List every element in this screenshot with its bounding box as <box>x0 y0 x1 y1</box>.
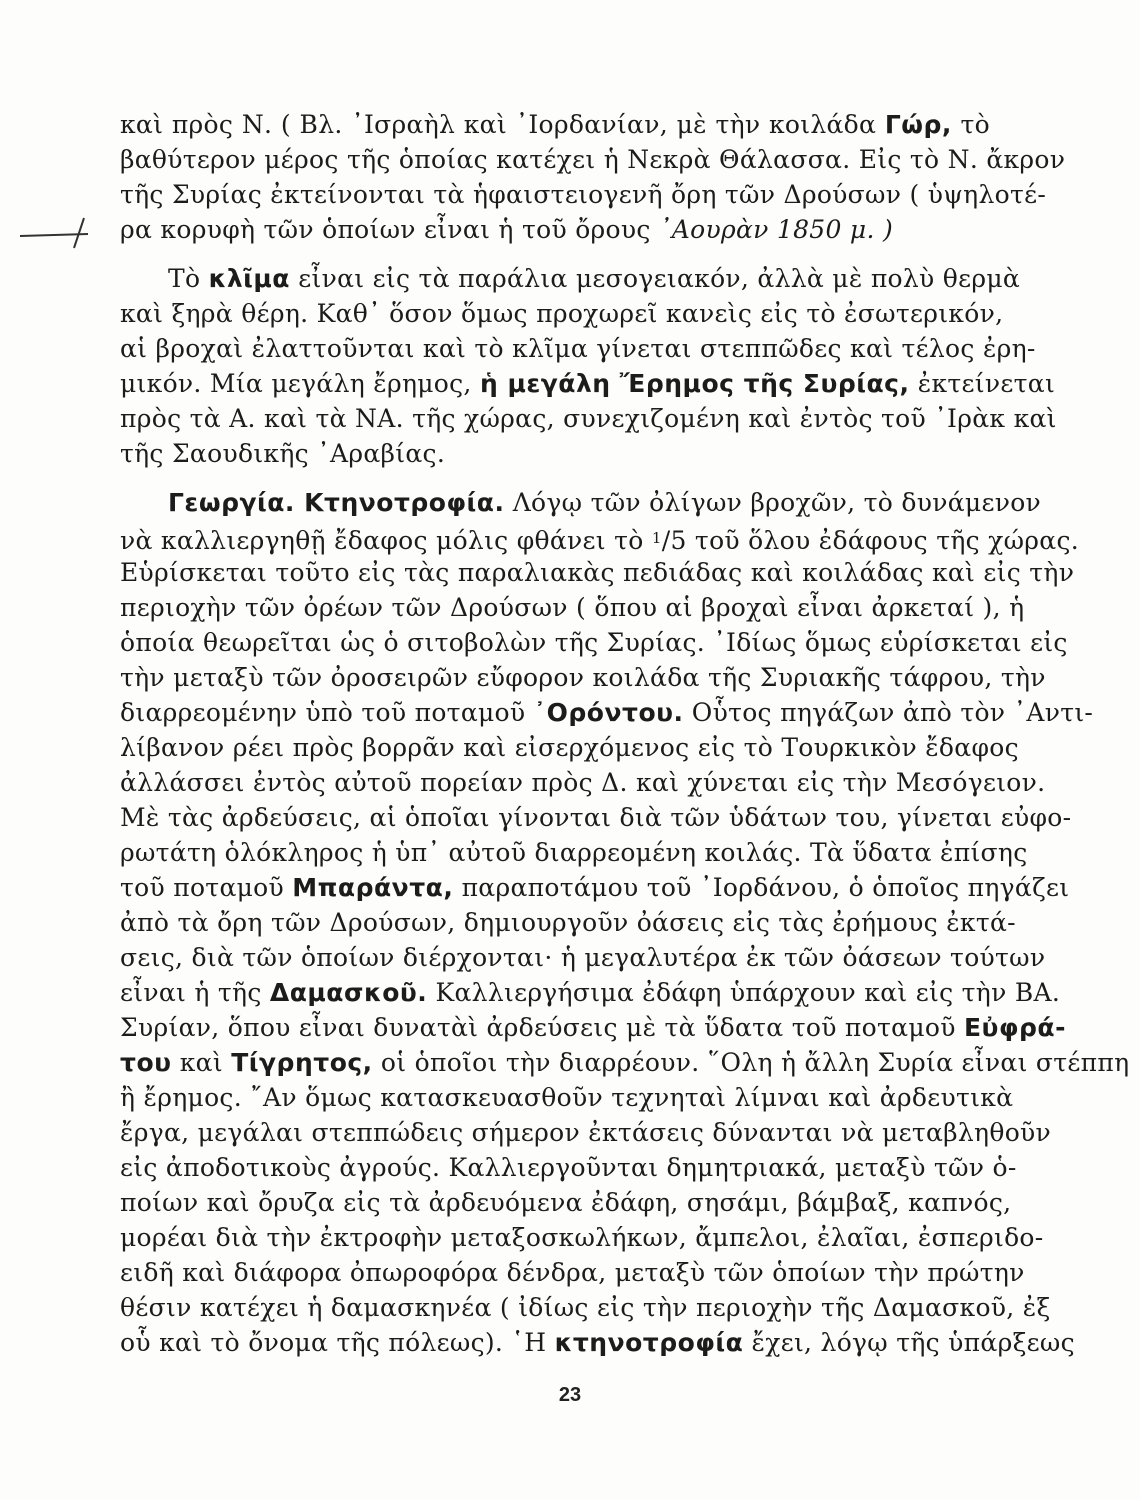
page-number: 23 <box>558 1384 582 1406</box>
text-line: θέσιν κατέχει ἡ δαμασκηνέα ( ἰδίως εἰς τὴν περιοχὴν τῆς Δαμασκοῦ, ἐξ <box>120 1293 1051 1322</box>
text-line: αἱ βροχαὶ ἐλαττοῦνται καὶ τὸ κλῖμα γίνεται στεππῶδες καὶ τέλος ἐρη- <box>120 334 1036 363</box>
text-line: Τὸ κλῖμα εἶναι εἰς τὰ παράλια μεσογειακόν, ἀλλὰ μὲ πολὺ θερμὰ <box>168 264 1021 293</box>
text-line: σεις, διὰ τῶν ὁποίων διέρχονται· ἡ μεγαλυτέρα ἐκ τῶν ὀάσεων τούτων <box>120 943 1046 972</box>
text-line: Εὑρίσκεται τοῦτο εἰς τὰς παραλιακὰς πεδιάδας καὶ κοιλάδας καὶ εἰς τὴν <box>120 558 1075 587</box>
text-line: περιοχὴν τῶν ὀρέων τῶν Δρούσων ( ὅπου αἱ βροχαὶ εἶναι ἀρκεταί ), ἡ <box>120 593 1025 622</box>
text-line: τοῦ ποταμοῦ Μπαράντα, παραποτάμου τοῦ ᾽Ιορδάνου, ὁ ὁποῖος πηγάζει <box>120 873 1070 902</box>
text-line: ἔργα, μεγάλαι στεππώδεις σήμερον ἐκτάσεις δύνανται νὰ μεταβληθοῦν <box>120 1118 1052 1147</box>
text-line: νὰ καλλιεργηθῇ ἔδαφος μόλις φθάνει τὸ $^1$/5 τοῦ ὅλου ἐδάφους τῆς χώρας. <box>120 526 1080 555</box>
text-line: εἶναι ἡ τῆς Δαμασκοῦ. Καλλιεργήσιμα ἐδάφη ὑπάρχουν καὶ εἰς τὴν ΒΑ. <box>120 978 1061 1007</box>
text-line: ἢ ἔρημος. ῎Αν ὅμως κατασκευασθοῦν τεχνηταὶ λίμναι καὶ ἀρδευτικὰ <box>120 1083 1014 1112</box>
text-line: βαθύτερον μέρος τῆς ὁποίας κατέχει ἡ Νεκρὰ Θάλασσα. Εἰς τὸ Ν. ἄκρον <box>120 145 1066 174</box>
text-line: καὶ πρὸς Ν. ( Βλ. ᾽Ισραὴλ καὶ ᾽Ιορδανίαν, μὲ τὴν κοιλάδα Γώρ, τὸ <box>120 110 990 139</box>
text-line: μικόν. Μία μεγάλη ἔρημος, ἡ μεγάλη Ἔρημος τῆς Συρίας, ἐκτείνεται <box>120 369 1056 398</box>
text-line: λίβανον ρέει πρὸς βορρᾶν καὶ εἰσερχόμενος εἰς τὸ Τουρκικὸν ἔδαφος <box>120 733 1019 762</box>
text-line: ειδῆ καὶ διάφορα ὀπωροφόρα δένδρα, μεταξὺ τῶν ὁποίων τὴν πρώτην <box>120 1258 1025 1287</box>
text-line: καὶ ξηρὰ θέρη. Καθ᾽ ὅσον ὅμως προχωρεῖ κανεὶς εἰς τὸ ἐσωτερικόν, <box>120 299 1004 328</box>
text-line: του καὶ Τίγρητος, οἱ ὁποῖοι τὴν διαρρέουν. ῞Ολη ἡ ἄλλη Συρία εἶναι στέππη <box>120 1048 1130 1077</box>
text-line: τὴν μεταξὺ τῶν ὀροσειρῶν εὔφορον κοιλάδα τῆς Συριακῆς τάφρου, τὴν <box>120 663 1046 692</box>
text-line: Συρίαν, ὅπου εἶναι δυνατὰὶ ἀρδεύσεις μὲ τὰ ὕδατα τοῦ ποταμοῦ Εὐφρά- <box>120 1013 1066 1042</box>
text-line: Γεωργία. Κτηνοτροφία. Λόγῳ τῶν ὀλίγων βροχῶν, τὸ δυνάμενον <box>168 488 1042 517</box>
handwritten-margin-mark <box>18 210 98 250</box>
text-line: εἰς ἀποδοτικοὺς ἀγρούς. Καλλιεργοῦνται δημητριακά, μεταξὺ τῶν ὁ- <box>120 1153 1017 1182</box>
text-line: ποίων καὶ ὄρυζα εἰς τὰ ἀρδευόμενα ἐδάφη, σησάμι, βάμβαξ, καπνός, <box>120 1188 1012 1217</box>
text-line: οὗ καὶ τὸ ὄνομα τῆς πόλεως). ῾Η κτηνοτροφία ἔχει, λόγῳ τῆς ὑπάρξεως <box>120 1328 1075 1357</box>
text-line: ἀπὸ τὰ ὄρη τῶν Δρούσων, δημιουργοῦν ὀάσεις εἰς τὰς ἐρήμους ἐκτά- <box>120 908 1016 937</box>
text-line: ρωτάτη ὁλόκληρος ἡ ὑπ᾽ αὐτοῦ διαρρεομένη κοιλάς. Τὰ ὕδατα ἐπίσης <box>120 838 1028 867</box>
text-line: πρὸς τὰ Α. καὶ τὰ ΝΑ. τῆς χώρας, συνεχιζομένη καὶ ἐντὸς τοῦ ᾽Ιρὰκ καὶ <box>120 404 1057 433</box>
text-line: ρα κορυφὴ τῶν ὁποίων εἶναι ἡ τοῦ ὄρους ᾽Αουρὰν 1850 μ. ) <box>120 215 894 244</box>
text-line: διαρρεομένην ὑπὸ τοῦ ποταμοῦ ᾽Ορόντου. Οὗτος πηγάζων ἀπὸ τὸν ᾽Αντι- <box>120 698 1094 727</box>
text-line: μορέαι διὰ τὴν ἐκτροφὴν μεταξοσκωλήκων, ἄμπελοι, ἐλαῖαι, ἐσπεριδο- <box>120 1223 1044 1252</box>
text-line: τῆς Συρίας ἐκτείνονται τὰ ἡφαιστειογενῆ ὄρη τῶν Δρούσων ( ὑψηλοτέ- <box>120 180 1047 209</box>
text-line: τῆς Σαουδικῆς ᾽Αραβίας. <box>120 439 446 468</box>
text-line: ἀλλάσσει ἐντὸς αὐτοῦ πορείαν πρὸς Δ. καὶ χύνεται εἰς τὴν Μεσόγειον. <box>120 768 1046 797</box>
text-line: ὁποία θεωρεῖται ὡς ὁ σιτοβολὼν τῆς Συρίας. ᾽Ιδίως ὅμως εὑρίσκεται εἰς <box>120 628 1068 657</box>
text-line: Μὲ τὰς ἀρδεύσεις, αἱ ὁποῖαι γίνονται διὰ τῶν ὑδάτων του, γίνεται εὐφο- <box>120 803 1072 832</box>
section-heading: Γεωργία. Κτηνοτροφία. <box>168 488 505 517</box>
